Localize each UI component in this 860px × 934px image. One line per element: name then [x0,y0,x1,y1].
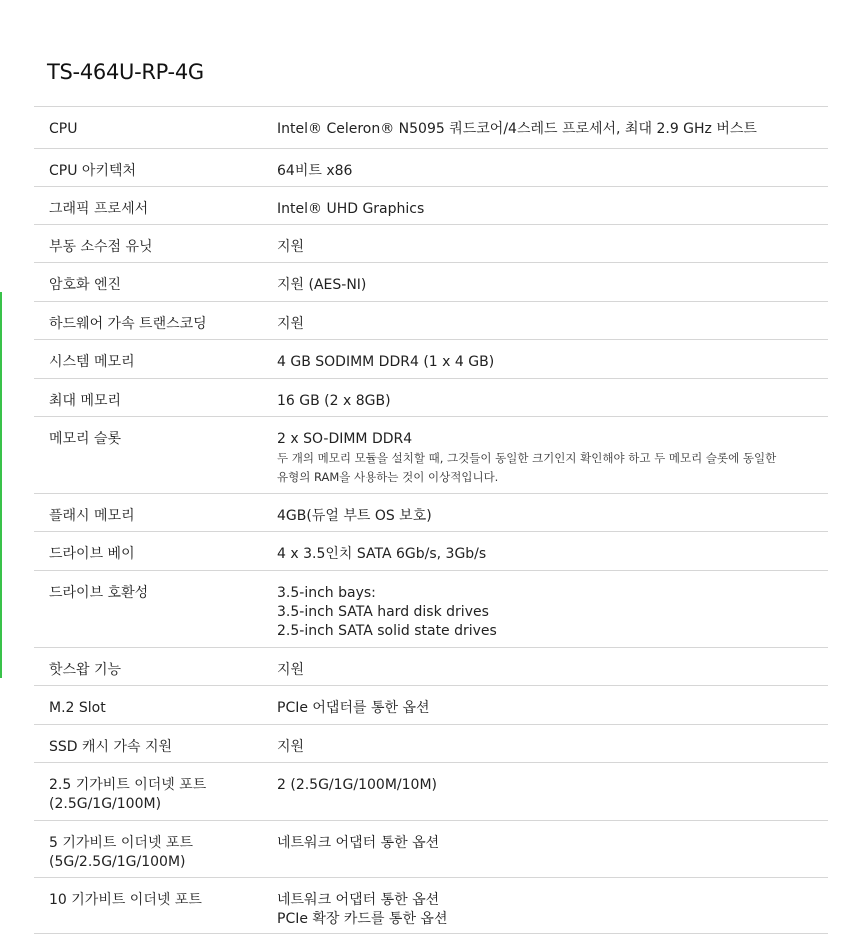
spec-value [277,107,828,148]
spec-row [34,302,828,340]
spec-row [34,878,828,934]
spec-label: 핫스왑 기능 [49,662,122,678]
spec-row [34,187,828,225]
spec-row [34,763,828,821]
spec-value-line: 지원 [277,239,305,255]
spec-value-line: 3.5-inch SATA hard disk drives [277,604,489,620]
spec-value [277,725,828,762]
spec-note: 유형의 RAM을 사용하는 것이 이상적입니다. [277,470,499,484]
spec-label: 암호화 엔진 [49,277,122,293]
spec-value [277,149,828,186]
spec-value [277,532,828,570]
spec-row [34,417,828,494]
spec-value [277,686,828,724]
spec-value [277,878,828,933]
spec-label: 드라이브 호환성 [49,585,149,601]
spec-value-line: 네트워크 어댑터 통한 옵션 [277,835,440,851]
spec-label: 플래시 메모리 [49,508,135,524]
spec-label: SSD 캐시 가속 지원 [49,739,173,755]
spec-label: 시스템 메모리 [49,354,135,370]
spec-label: 10 기가비트 이더넷 포트 [49,892,202,908]
spec-row [34,686,828,725]
spec-value [277,494,828,531]
spec-label: 드라이브 베이 [49,546,135,562]
spec-row [34,821,828,878]
spec-value [277,821,828,877]
spec-row [34,494,828,532]
spec-row [34,149,828,187]
spec-value-line: 지원 [277,662,305,678]
spec-value [277,340,828,378]
spec-label: M.2 Slot [49,700,106,716]
spec-row [34,340,828,379]
spec-value-line: 2 x SO-DIMM DDR4 [277,431,413,447]
spec-value [277,379,828,416]
spec-value-line: 4GB(듀얼 부트 OS 보호) [277,508,432,524]
spec-value-line: 4 GB SODIMM DDR4 (1 x 4 GB) [277,354,495,370]
spec-value-line: 2.5-inch SATA solid state drives [277,623,497,639]
spec-value [277,187,828,224]
spec-value-line: PCIe 확장 카드를 통한 옵션 [277,911,448,927]
spec-value [277,571,828,647]
spec-label: 메모리 슬롯 [49,431,122,447]
spec-value [277,302,828,339]
spec-row [34,532,828,571]
spec-value-line: 지원 [277,316,305,332]
spec-value-line: 지원 (AES-NI) [277,277,367,293]
spec-row [34,648,828,686]
spec-value-line: PCIe 어댑터를 통한 옵션 [277,700,430,716]
spec-row [34,263,828,302]
spec-label: 2.5 기가비트 이더넷 포트 (2.5G/1G/100M) [49,777,207,812]
spec-label: 부동 소수점 유닛 [49,239,153,255]
spec-value-line: 16 GB (2 x 8GB) [277,393,391,409]
spec-value-line: 3.5-inch bays: [277,585,376,601]
spec-label: 최대 메모리 [49,393,122,409]
spec-label: 그래픽 프로세서 [49,201,149,217]
spec-row [34,725,828,763]
spec-value-line: 64비트 x86 [277,163,353,179]
spec-value [277,648,828,685]
spec-label: CPU 아키텍처 [49,163,137,179]
accent-bar [0,292,2,678]
spec-row [34,107,828,149]
spec-value-line: Intel® UHD Graphics [277,201,425,217]
spec-value-line: 지원 [277,739,305,755]
spec-row [34,225,828,263]
spec-note: 두 개의 메모리 모듈을 설치할 때, 그것들이 동일한 크기인지 확인해야 하고 두 메모리 슬롯에 동일한 [277,451,777,465]
spec-value [277,763,828,820]
product-title: TS-464U-RP-4G [47,60,204,84]
spec-value-line: 2 (2.5G/1G/100M/10M) [277,777,437,793]
spec-value [277,417,828,493]
spec-table [34,106,828,934]
spec-row [34,379,828,417]
spec-value [277,225,828,262]
spec-value-line: 4 x 3.5인치 SATA 6Gb/s, 3Gb/s [277,546,487,562]
spec-value-line: 네트워크 어댑터 통한 옵션 [277,892,440,908]
spec-label: CPU [49,121,78,137]
spec-value-line: Intel® Celeron® N5095 쿼드코어/4스레드 프로세서, 최대 2.9 GHz 버스트 [277,121,757,137]
spec-label: 5 기가비트 이더넷 포트 (5G/2.5G/1G/100M) [49,835,193,870]
spec-value [277,263,828,301]
spec-row [34,571,828,648]
spec-label: 하드웨어 가속 트랜스코딩 [49,316,207,332]
